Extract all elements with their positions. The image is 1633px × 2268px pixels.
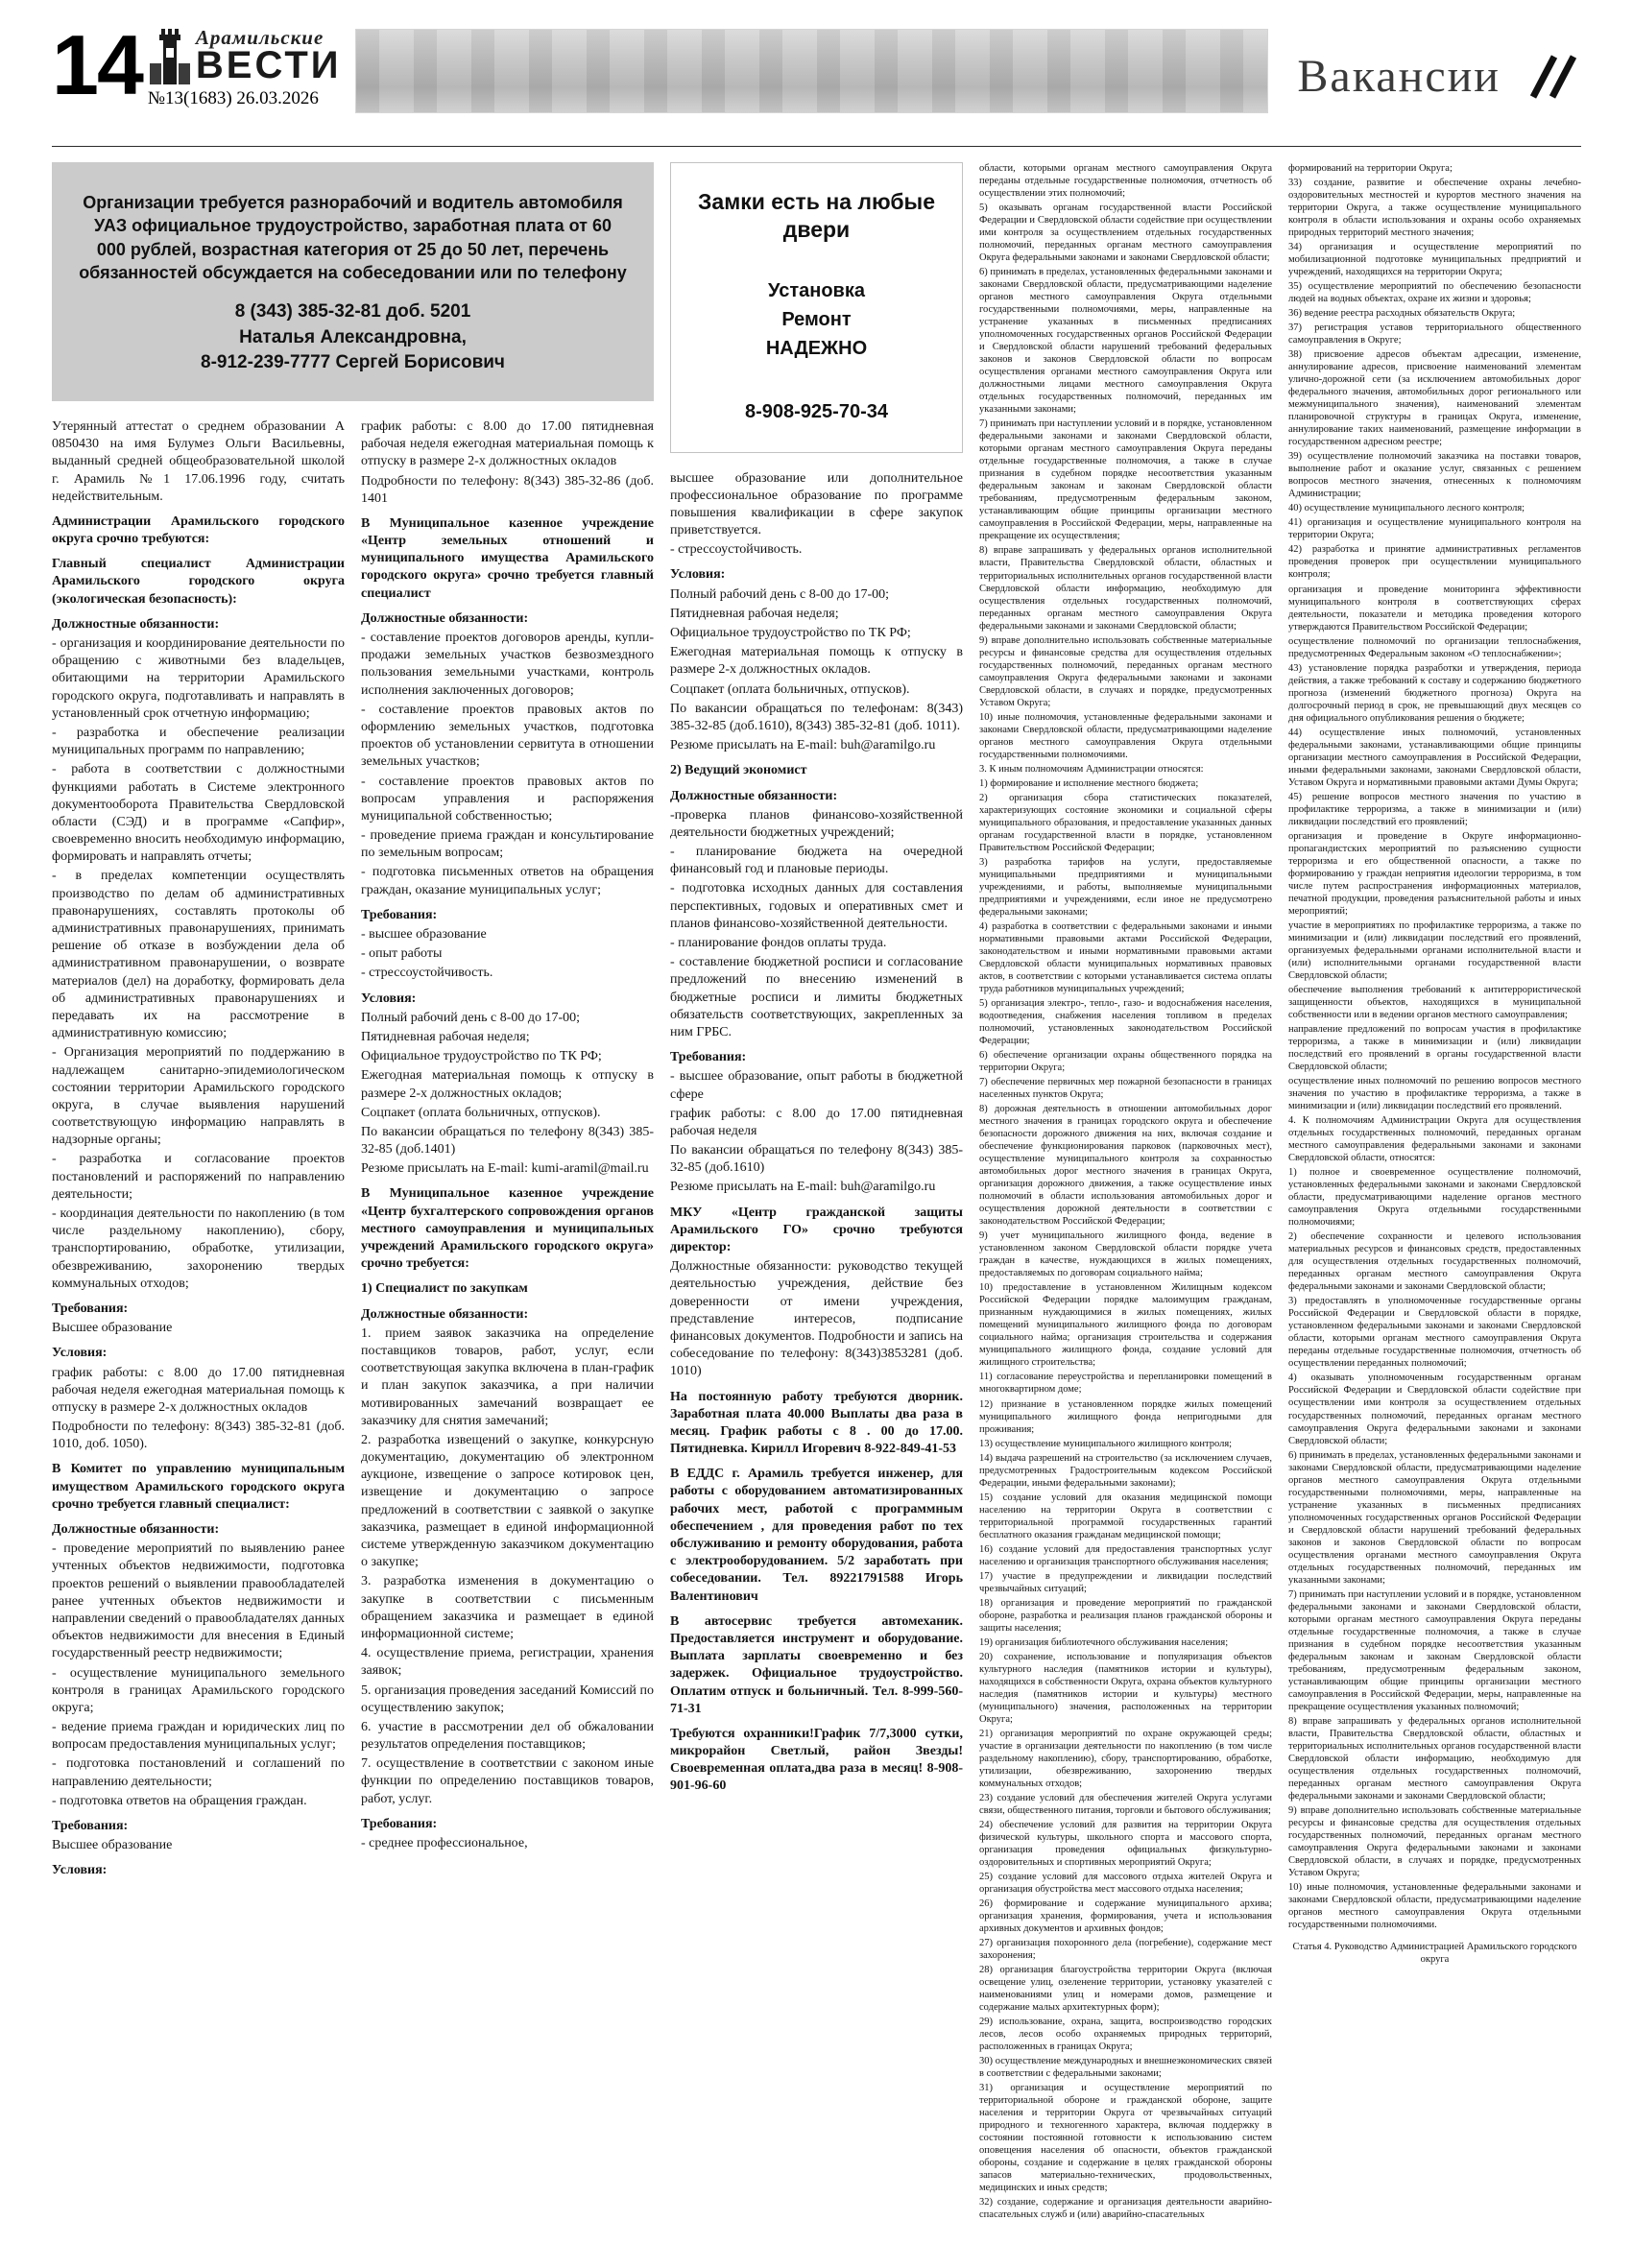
- left-column-pair: [52, 162, 654, 2239]
- paragraph: По вакансии обращаться по телефону 8(343) 385-32-85 (доб.1401): [361, 1124, 654, 1158]
- paragraph: Требования:: [361, 907, 438, 922]
- masthead-logo: [148, 25, 342, 109]
- paragraph: Высшее образование: [52, 1838, 173, 1853]
- paragraph: - организация и координирование деятельности по обращению с животными без владельцев, обитающими на территории Арамильского городского округа, подготавливать и направлять в установленный срок отчетную информацию;: [52, 636, 345, 721]
- paragraph: Резюме присылать на E-mail: buh@aramilgo.ru: [670, 738, 936, 753]
- paragraph: - разработка и обеспечение реализации муниципальных программ по направлению;: [52, 725, 345, 758]
- paragraph: 5. организация проведения заседаний Комиссий по осуществлению закупок;: [361, 1683, 654, 1715]
- paragraph: Высшее образование: [52, 1321, 173, 1336]
- paragraph: Администрации Арамильского городского округа срочно требуются:: [52, 513, 345, 547]
- paragraph: Условия:: [670, 567, 726, 583]
- paragraph: 35) осуществление мероприятий по обеспечению безопасности людей на водных объектах, охране их жизни и здоровья;: [1288, 281, 1581, 305]
- paragraph: 9) вправе дополнительно использовать собственные материальные ресурсы и финансовые средства для осуществления отдельных государственных полномочий, переданных органам местного самоуправления Округа федеральными законами и законами Свердловской области, в случаях и порядке, предусмотренных Уставом Округа;: [979, 634, 1272, 708]
- masthead: [52, 17, 1581, 140]
- paragraph: 12) признание в установленном порядке жилых помещений муниципального жилищного фонда непригодными для проживания;: [979, 1398, 1272, 1435]
- paragraph: Пятидневная рабочая неделя;: [361, 1029, 530, 1044]
- paragraph: 10) иные полномочия, установленные федеральными законами и законами Свердловской области, предусматривающими наделение органов местного самоуправления Округа отдельными государственными полномочиями.: [979, 711, 1272, 760]
- paragraph: - высшее образование: [361, 927, 487, 943]
- paragraph: области, которыми органам местного самоуправления Округа переданы отдельные государственные полномочия, отчетность об осуществлении этих полномочий;: [979, 163, 1272, 200]
- paragraph: 34) организация и осуществление мероприятий по мобилизационной подготовке муниципальных предприятий и учреждений, находящихся на территории Округа;: [1288, 242, 1581, 278]
- workers-ad-contacts: [79, 299, 627, 376]
- paragraph: 6) принимать в пределах, установленных федеральными законами и законами Свердловской области, предусматривающими наделение органов местного самоуправления Округа отдельными государственными полномочиями, меры, направленные на устранение указанных в письменных предписаниях уполномоченных государственных органов Российской Федерации и Свердловской области нарушений требований федеральных законов и законов Свердловской области по вопросам осуществления органами местного самоуправления Округа отдельных государственных полномочий, переданных им указанными законами;: [1288, 1449, 1581, 1586]
- paragraph: 26) формирование и содержание муниципального архива; организация хранения, формирования, учета и использования архивных документов и архивных фондов;: [979, 1898, 1272, 1935]
- paragraph: 7) принимать при наступлении условий и в порядке, установленном федеральными законами и законами Свердловской области, которыми органам местного самоуправления Округа переданы отдельные государственные полномочия, а также в случае признания в судебном порядке несоответствия указанным федеральным законам и законам Свердловской области требованиям, предусмотренным федеральным законом, устанавливающим общие принципы организации местного самоуправления в Российской Федерации, меры, направленные на прекращение осуществления указанных полномочий;: [1288, 1588, 1581, 1712]
- paragraph: Условия:: [52, 1346, 108, 1361]
- paragraph: Условия:: [52, 1863, 108, 1878]
- paragraph: 11) согласование переустройства и перепланировки помещений в многоквартирном доме;: [979, 1372, 1272, 1396]
- paragraph: 21) организация мероприятий по охране окружающей среды; участие в организации деятельности по накоплению (в том числе раздельному накоплению), сбору, транспортированию, обработке, утилизации, обезвреживанию, захоронению твердых коммунальных отходов;: [979, 1728, 1272, 1789]
- paragraph: В Муниципальное казенное учреждение «Центр бухгалтерского сопровождения органов местного самоуправления и муниципальных учреждений Арамильского городского округа» срочно требуется:: [361, 1186, 654, 1272]
- paragraph: 7) обеспечение первичных мер пожарной безопасности в границах населенных пунктов Округа;: [979, 1077, 1272, 1101]
- paragraph: 45) решение вопросов местного значения по участию в профилактике терроризма, а также в минимизации и (или) ликвидации последствий его проявлений;: [1288, 791, 1581, 827]
- paragraph: Подробности по телефону: 8(343) 385-32-81 (доб. 1010, доб. 1050).: [52, 1420, 345, 1452]
- paragraph: Требуются охранники!График 7/7,3000 сутки, микрорайон Светлый, район Звезды!Своевременная оплата,два раза в месяц! 8-908-901-96-60: [670, 1726, 963, 1794]
- paragraph: - стрессоустойчивость.: [670, 542, 803, 558]
- paragraph: - среднее профессиональное,: [361, 1836, 528, 1851]
- paragraph: 1. прием заявок заказчика на определение поставщиков товаров, работ, услуг, если соответствующая закупка включена в план-график и план закупок заказчика, а при наличии мотивированных замечаний возвращает ее заказчику для снятия замечаний;: [361, 1325, 654, 1428]
- paragraph: 7. осуществление в соответствии с законом иные функции по определению поставщиков товаров, работ, услуг.: [361, 1756, 654, 1806]
- paragraph: направление предложений по вопросам участия в профилактике терроризма, а также в минимизации и (или) ликвидации последствий его проявлений в органы государственной власти Свердловской области;: [1288, 1024, 1581, 1073]
- paragraph: 5) организация электро-, тепло-, газо- и водоснабжения населения, водоотведения, снабжения населения топливом в пределах полномочий, установленных законодательством Российской Федерации;: [979, 998, 1272, 1047]
- paragraph: - планирование бюджета на очередной финансовый год и плановые периоды.: [670, 845, 963, 877]
- paragraph: обеспечение выполнения требований к антитеррористической защищенности объектов, находящихся в муниципальной собственности или в ведении органов местного самоуправления;: [1288, 984, 1581, 1021]
- paragraph: - подготовка письменных ответов на обращения граждан, оказание муниципальных услуг;: [361, 865, 654, 897]
- paragraph: 44) осуществление иных полномочий, установленных федеральными законами, устанавливающими общие принципы организации местного самоуправления в Российской Федерации, иными федеральными законами, законами Свердловской области, Уставом Округа и нормативными правовыми актами Думы Округа;: [1288, 727, 1581, 788]
- paragraph: 4. К полномочиям Администрации Округа для осуществления отдельных государственных полномочий, переданных органам местного самоуправления федеральными законами и законами Свердловской области, относятся:: [1288, 1115, 1581, 1164]
- workers-ad-contact-phone: 8-912-239-7777 Сергей Борисович: [201, 352, 505, 373]
- paragraph: 23) создание условий для обеспечения жителей Округа услугами связи, общественного питания, торговли и бытового обслуживания;: [979, 1792, 1272, 1816]
- paragraph: Полный рабочий день с 8-00 до 17-00;: [361, 1010, 581, 1025]
- paragraph: 8) вправе запрашивать у федеральных органов исполнительной власти, Правительства Свердловской области, областных и территориальных исполнительных органов государственной власти Свердловской области информацию, необходимую для осуществления отдельных государственных полномочий, переданных органам местного самоуправления Округа федеральными законами и законами Свердловской области;: [979, 545, 1272, 632]
- paragraph: 41) организация и осуществление муниципального контроля на территории Округа;: [1288, 517, 1581, 541]
- paragraph: Должностные обязанности:: [361, 1306, 529, 1322]
- paragraph: 42) разработка и принятие административных регламентов проведения проверок при осуществлении муниципального контроля;: [1288, 544, 1581, 581]
- text-column-2: [361, 418, 654, 2239]
- paragraph: 29) использование, охрана, защита, воспроизводство городских лесов, лесов особо охраняемых природных территорий, расположенных в границах Округа;: [979, 2017, 1272, 2053]
- paragraph: участие в мероприятиях по профилактике терроризма, а также по минимизации и (или) ликвидации последствий его проявлений, организуемых федеральными органами исполнительной власти и (или) исполнительными органами государственной власти Свердловской области;: [1288, 919, 1581, 981]
- paragraph: 2) организация сбора статистических показателей, характеризующих состояние экономики и социальной сферы муниципального образования, и предоставление указанных данных органам государственной власти в порядке, установленном Правительством Российской Федерации;: [979, 792, 1272, 853]
- paragraph: На постоянную работу требуются дворник. Заработная плата 40.000 Выплаты два раза в месяц. График работы с 8 . 00 до 17.00. Пятидневка. Кирилл Игоревич 8-922-849-41-53: [670, 1389, 963, 1457]
- paragraph: В Комитет по управлению муниципальным имуществом Арамильского городского округа срочно требуется главный специалист:: [52, 1462, 345, 1512]
- paragraph: - подготовка ответов на обращения граждан.: [52, 1793, 307, 1808]
- paragraph: 8) вправе запрашивать у федеральных органов исполнительной власти, Правительства Свердловской области, областных и территориальных исполнительных органов государственной власти Свердловской области информацию, необходимую для осуществления отдельных государственных полномочий, переданных органам местного самоуправления Округа федеральными законами и законами Свердловской области;: [1288, 1715, 1581, 1802]
- paragraph: 10) предоставление в установленном Жилищным кодексом Российской Федерации порядке малоимущим гражданам, признанным нуждающимися в жилых помещениях, жилых помещений муниципального жилищного фонда по договорам социального найма; организация строительства и содержания муниципального жилищного фонда, создание условий для жилищного строительства;: [979, 1282, 1272, 1369]
- paragraph: 6. участие в рассмотрении дел об обжаловании результатов определения поставщиков;: [361, 1719, 654, 1753]
- tower-building-icon: [148, 25, 192, 84]
- paragraph: 8) дорожная деятельность в отношении автомобильных дорог местного значения в границах городского округа и обеспечение безопасности дорожного движения на них, включая создание и обеспечение функционирования парковок (парковочных мест), осуществление муниципального контроля за сохранностью автомобильных дорог местного значения в границах Округа, организация дорожного движения, а также осуществление иных полномочий в области использования автомобильных дорог и осуществления дорожной деятельности в соответствии с законодательством Российской Федерации;: [979, 1104, 1272, 1228]
- paragraph: Соцпакет (оплата больничных, отпусков).: [670, 681, 910, 697]
- paragraph: 32) создание, содержание и организация деятельности аварийно-спасательных служб и (или) аварийно-спасательных: [979, 2197, 1272, 2221]
- column-3-wrap: [670, 162, 963, 2239]
- paragraph: 27) организация похоронного дела (погребение), содержание мест захоронения;: [979, 1938, 1272, 1962]
- paragraph: В автосервис требуется автомеханик. Предоставляется инструмент и оборудование. Выплата зарплаты своевременно и без задержек. Официальное трудоустройство. Оплатим отпуск и больничный. Тел. 8-999-560-71-31: [670, 1613, 963, 1716]
- paragraph: - ведение приема граждан и юридических лиц по вопросам предоставления муниципальных услуг;: [52, 1720, 345, 1753]
- paragraph: - проведение приема граждан и консультирование по земельным вопросам;: [361, 828, 654, 861]
- paragraph: 17) участие в предупреждении и ликвидации последствий чрезвычайных ситуаций;: [979, 1570, 1272, 1594]
- paragraph: 9) вправе дополнительно использовать собственные материальные ресурсы и финансовые средства для осуществления отдельных государственных полномочий, переданных органам местного самоуправления Округа федеральными законами и законами Свердловской области, в случаях и порядке, предусмотренных Уставом Округа;: [1288, 1804, 1581, 1879]
- text-column-1: [52, 418, 345, 2239]
- paragraph: - координация деятельности по накоплению (в том числе раздельному накоплению), сбору, транспортированию, обработке, утилизации, обезвреживанию, захоронению твердых коммунальных отходов;: [52, 1206, 345, 1291]
- paragraph: - составление проектов договоров аренды, купли-продажи земельных участков безвозмездного пользования земельными участками, контроль исполнения заключенных договоров;: [361, 631, 654, 698]
- paragraph: 20) сохранение, использование и популяризация объектов культурного наследия (памятников истории и культуры), находящихся в собственности Округа, охрана объектов культурного наследия (памятников истории и культуры) местного (муниципального) значения, расположенных на территории Округа;: [979, 1651, 1272, 1725]
- paragraph: 38) присвоение адресов объектам адресации, изменение, аннулирование адресов, присвоение наименований элементам улично-дорожной сети (за исключением автомобильных дорог федерального значения, автомобильных дорог регионального или межмуниципального значения), наименований элементам планировочной структуры в границах Округа, изменение, аннулирование таких наименований, размещение информации в государственном адресном реестре;: [1288, 349, 1581, 448]
- paragraph: 24) обеспечение условий для развития на территории Округа физической культуры, школьного спорта и массового спорта, организация проведения официальных физкультурно-оздоровительных и спортивных мероприятий Округа;: [979, 1820, 1272, 1869]
- paragraph: - стрессоустойчивость.: [361, 966, 493, 981]
- paragraph: 6) принимать в пределах, установленных федеральными законами и законами Свердловской области, предусматривающими наделение органов местного самоуправления Округа отдельными государственными полномочиями, меры, направленные на устранение указанных в письменных предписаниях уполномоченных государственных органов Российской Федерации и Свердловской области нарушений требований федеральных законов и законов Свердловской области по вопросам осуществления органами местного самоуправления Округа или должностными лицами местного самоуправления Округа отдельных государственных полномочий, переданных им указанными законами;: [979, 267, 1272, 416]
- paragraph: Должностные обязанности:: [670, 788, 838, 803]
- paragraph: 43) установление порядка разработки и утверждения, периода действия, а также требований к составу и содержанию бюджетного прогноза (изменений бюджетного прогноза) Округа на долгосрочный период в срок, не превышающий двух месяцев со дня официального опубликования решения о бюджете;: [1288, 662, 1581, 724]
- page-content: [52, 162, 1581, 2239]
- logo-word-top: Арамильские: [195, 26, 324, 49]
- paragraph: МКУ «Центр гражданской защиты Арамильского ГО» срочно требуются директор:: [670, 1205, 963, 1254]
- locks-ad-line1: Установка: [768, 279, 865, 301]
- paragraph: 10) иные полномочия, установленные федеральными законами и законами Свердловской области, предусматривающими наделение органов местного самоуправления Округа отдельными государственными полномочиями.: [1288, 1882, 1581, 1931]
- paragraph: 6) обеспечение организации охраны общественного порядка на территории Округа;: [979, 1050, 1272, 1074]
- masthead-divider: [52, 146, 1581, 147]
- paragraph: 16) создание условий для предоставления транспортных услуг населению и организация транспортного обслуживания населения;: [979, 1543, 1272, 1567]
- paragraph: 33) создание, развитие и обеспечение охраны лечебно-оздоровительных местностей и курортов местного значения на территории Округа, а также осуществление муниципального контроля в области использования и охраны особо охраняемых природных территорий местного значения;: [1288, 178, 1581, 239]
- paragraph: Резюме присылать на E-mail: kumi-aramil@mail.ru: [361, 1161, 649, 1177]
- paragraph: 3) разработка тарифов на услуги, предоставляемые муниципальными предприятиями и муниципальными учреждениями, и работы, выполняемые муниципальными предприятиями и учреждениями, если иное не предусмотрено федеральными законами;: [979, 856, 1272, 918]
- paragraph: - составление проектов правовых актов по вопросам управления и распоряжения муниципальной собственностью;: [361, 774, 654, 824]
- paragraph: Ежегодная материальная помощь к отпуску в размере 2-х должностных окладов;: [361, 1068, 654, 1101]
- paragraph: Условия:: [361, 991, 417, 1006]
- paragraph: Пятидневная рабочая неделя;: [670, 606, 839, 621]
- paragraph: Резюме присылать на E-mail: buh@aramilgo.ru: [670, 1180, 936, 1195]
- paragraph: 9) учет муниципального жилищного фонда, ведение в установленном законом Свердловской области порядке учета граждан в качестве, нуждающихся в жилых помещениях, предоставляемых по договорам социального найма;: [979, 1230, 1272, 1279]
- workers-ad-body: Организации требуется разнорабочий и водитель автомобиля УАЗ официальное трудоустройство, заработная плата от 60 000 рублей, возрастная категория от 25 до 50 лет, перечень обязанностей обсуждается на собеседовании или по телефону: [79, 193, 627, 282]
- paragraph: - опыт работы: [361, 946, 443, 962]
- paragraph: Статья 4. Руководство Администрацией Арамильского городского округа: [1292, 1942, 1577, 1966]
- paragraph: Подробности по телефону: 8(343) 385-32-86 (доб. 1401: [361, 473, 654, 506]
- paragraph: - разработка и согласование проектов постановлений и распоряжений по направлению деятельности;: [52, 1152, 345, 1202]
- paragraph: 13) осуществление муниципального жилищного контроля;: [979, 1438, 1233, 1449]
- paragraph: Должностные обязанности:: [52, 616, 220, 632]
- paragraph: - подготовка постановлений и соглашений по направлению деятельности;: [52, 1756, 345, 1789]
- paragraph: Полный рабочий день с 8-00 до 17-00;: [670, 586, 890, 602]
- paragraph: 1) Специалист по закупкам: [361, 1281, 528, 1297]
- paragraph: Утерянный аттестат о среднем образовании А 0850430 на имя Булумез Ольги Васильевны, выданный средней общеобразовательной школой г. Арамиль №1 17.06.1996 году, считать недействительным.: [52, 418, 345, 504]
- issue-date-line: №13(1683) 26.03.2026: [147, 88, 319, 108]
- paragraph: 18) организация и проведение мероприятий по гражданской обороне, разработка и реализация планов гражданской обороны и защиты населения;: [979, 1597, 1272, 1634]
- section-title-wrap: [1297, 50, 1581, 103]
- header-photo: [355, 29, 1269, 113]
- paragraph: Должностные обязанности: руководство текущей деятельностью учреждения, действие без доверенности от имени учреждения, представление интересов, подписание финансовых документов. Подробности и запись на собеседование по телефону: 8(343)3853281 (доб. 1010): [670, 1259, 963, 1379]
- paragraph: 39) осуществление полномочий заказчика на поставки товаров, выполнение работ и оказание услуг, связанных с решением вопросов местного значения, отнесенных к полномочиям Администрации;: [1288, 451, 1581, 500]
- paragraph: Должностные обязанности:: [361, 610, 529, 626]
- page-number: 14: [52, 17, 142, 112]
- workers-ad-contact-name: Наталья Александровна,: [239, 326, 467, 347]
- paragraph: Требования:: [52, 1819, 129, 1834]
- locks-ad: [670, 162, 963, 453]
- paragraph: 4) оказывать уполномоченным государственным органам Российской Федерации и Свердловской области содействие при осуществлении ими контроля за осуществлением отдельных государственных полномочий, переданных органам местного самоуправления Округа федеральными законами и законами Свердловской области;: [1288, 1373, 1581, 1446]
- text-column-3: [670, 470, 963, 1796]
- paragraph: Главный специалист Администрации Арамильского городского округа (экологическая безопасность):: [52, 557, 345, 607]
- paragraph: 25) создание условий для массового отдыха жителей Округа и организация обустройства мест массового отдыха населения;: [979, 1872, 1272, 1896]
- paragraph: Требования:: [361, 1816, 438, 1831]
- paragraph: 5) оказывать органам государственной власти Российской Федерации и Свердловской области содействие при осуществлении ими контроля за осуществлением отдельных государственных полномочий, переданных органам местного самоуправления Округа федеральными законами и законами Свердловской области;: [979, 203, 1272, 264]
- paragraph: В Муниципальное казенное учреждение «Центр земельных отношений и муниципального имущества Арамильского городского округа» срочно требуется главный специалист: [361, 515, 654, 601]
- paragraph: - в пределах компетенции осуществлять производство по делам об административных правонарушениях, составлять протоколы об административных правонарушениях, принимать решение об отказе в возбуждении дела об административном правонарушении, о возврате материалов (дел) на доработку, формировать дела об административных правонарушениях и передавать их на рассмотрение в административную комиссию;: [52, 869, 345, 1041]
- paragraph: 28) организация благоустройства территории Округа (включая освещение улиц, озеленение территории, установку указателей с наименованиями улиц и номерами домов, размещение и содержание малых архитектурных форм);: [979, 1965, 1272, 2014]
- paragraph: 15) создание условий для оказания медицинской помощи населению на территории Округа в соответствии с территориальной программой государственных гарантий бесплатного оказания гражданам медицинской помощи;: [979, 1492, 1272, 1540]
- paragraph: По вакансии обращаться по телефонам: 8(343) 385-32-85 (доб.1610), 8(343) 385-32-81 (доб. 1011).: [670, 701, 963, 733]
- paragraph: - осуществление муниципального земельного контроля в границах Арамильского городского округа;: [52, 1665, 345, 1715]
- paragraph: По вакансии обращаться по телефону 8(343) 385-32-85 (доб.1610): [670, 1143, 963, 1176]
- paragraph: формирований на территории Округа;: [1288, 163, 1453, 174]
- paragraph: 31) организация и осуществление мероприятий по территориальной обороне и гражданской обороне, защите населения и территории Округа от чрезвычайных ситуаций природного и техногенного характера, включая поддержку в состоянии постоянной готовности к использованию систем оповещения населения об опасности, объектов гражданской обороны, создание и содержание в целях гражданской обороны запасов материально-технических, продовольственных, медицинских и иных средств;: [979, 2083, 1272, 2194]
- paragraph: осуществление иных полномочий по решению вопросов местного значения по участию в профилактике терроризма, а также в минимизации и (или) ликвидации последствий его проявлений.: [1288, 1076, 1581, 1112]
- paragraph: график работы: с 8.00 до 17.00 пятидневная рабочая неделя: [670, 1106, 963, 1138]
- locks-ad-line3: НАДЕЖНО: [765, 337, 868, 359]
- paragraph: организация и проведение в Округе информационно-пропагандистских мероприятий по разъяснению сущности терроризма и его общественной опасности, а также по формированию у граждан неприятия идеологии терроризма, в том числе путем распространения информационных материалов, печатной продукции, проведения разъяснительной работы и иных мероприятий;: [1288, 830, 1581, 917]
- paragraph: Соцпакет (оплата больничных, отпусков).: [361, 1105, 601, 1120]
- paragraph: -проверка планов финансово-хозяйственной деятельности бюджетных учреждений;: [670, 807, 963, 840]
- paragraph: Требования:: [52, 1301, 129, 1316]
- paragraph: Требования:: [670, 1050, 747, 1065]
- paragraph: 2) Ведущий экономист: [670, 763, 807, 778]
- paragraph: 36) ведение реестра расходных обязательств Округа;: [1288, 308, 1516, 320]
- paragraph: график работы: с 8.00 до 17.00 пятидневная рабочая неделя ежегодная материальная помощь к отпуску в размере 2-х должностных окладов: [52, 1365, 345, 1415]
- logo-word-bottom: ВЕСТИ: [195, 44, 342, 86]
- paragraph: 19) организация библиотечного обслуживания населения;: [979, 1636, 1229, 1648]
- paragraph: В ЕДДС г. Арамиль требуется инженер, для работы с оборудованием автоматизированных рабочих мест, работой с программным обеспечением , для проведения работ по тех обслуживанию и ремонту оборудования, работа с электрооборудованием. 5/2 заработать при собеседовании. Тел. 89221791588 Игорь Валентинович: [670, 1467, 963, 1604]
- paragraph: - работа в соответствии с должностными функциями работать в Системе электронного документооборота Правительства Свердловской области (СЭД) и в программе «Сапфир», своевременно вносить необходимую информацию, формировать и направлять отчеты;: [52, 762, 345, 865]
- paragraph: 40) осуществление муниципального лесного контроля;: [1288, 503, 1525, 514]
- paragraph: - подготовка исходных данных для составления перспективных, годовых и оперативных смет и планов финансово-хозяйственной деятельности.: [670, 881, 963, 931]
- paragraph: 2. разработка извещений о закупке, конкурсную документацию, документацию об электронном аукционе, извещение о запросе котировок цен, извещение и документацию о запросе предложений в соответствии с заявкой о закупке заказчика, размещает в единой информационной системе утвержденную заказчиком документацию о закупке;: [361, 1432, 654, 1570]
- paragraph: высшее образование или дополнительное профессиональное образование по программе повышения квалификации в сфере закупок приветствуется.: [670, 470, 963, 538]
- paragraph: 4. осуществление приема, регистрации, хранения заявок;: [361, 1646, 654, 1679]
- locks-ad-line2: Ремонт: [781, 308, 852, 330]
- paragraph: - проведение мероприятий по выявлению ранее учтенных объектов недвижимости, подготовка проектов решений о выявлении правообладателей ранее учтенных объектов недвижимости и направлении сведений о правообладателях данных объектов недвижимости для внесения в Единый государственный реестр недвижимости;: [52, 1541, 345, 1661]
- paragraph: Официальное трудоустройство по ТК РФ;: [361, 1049, 602, 1064]
- paragraph: 3) предоставлять в уполномоченные государственные органы Российской Федерации и Свердловской области в порядке, установленном федеральными законами и законами Свердловской области, которыми органам местного самоуправления Округа переданы отдельные государственные полномочия, отчетность об осуществлении переданных полномочий;: [1288, 1296, 1581, 1370]
- paragraph: Ежегодная материальная помощь к отпуску в размере 2-х должностных окладов.: [670, 645, 963, 678]
- paragraph: 2) обеспечение сохранности и целевого использования материальных ресурсов и финансовых средств, предоставленных для осуществления отдельных государственных полномочий, переданных органам местного самоуправления Округа федеральными законами и законами Свердловской области;: [1288, 1231, 1581, 1293]
- paragraph: 1) формирование и исполнение местного бюджета;: [979, 777, 1199, 789]
- paragraph: Должностные обязанности:: [52, 1522, 220, 1538]
- section-title: Вакансии: [1297, 51, 1501, 102]
- paragraph: 7) принимать при наступлении условий и в порядке, установленном федеральными законами и законами Свердловской области, которыми органам местного самоуправления Округа переданы отдельные государственные полномочия, а также в случае признания в судебном порядке несоответствия указанным федеральным законам и законам Свердловской области требованиям, предусмотренным федеральным законом, устанавливающим общие принципы организации местного самоуправления в Российской Федерации, меры, направленные на прекращение их осуществления;: [979, 418, 1272, 542]
- paragraph: Официальное трудоустройство по ТК РФ;: [670, 626, 911, 640]
- paragraph: 30) осуществление международных и внешнеэкономических связей в соответствии с федеральными законами;: [979, 2056, 1272, 2080]
- paragraph: 14) выдача разрешений на строительство (за исключением случаев, предусмотренных Градостроительным кодексом Российской Федерации, иными федеральными законами);: [979, 1452, 1272, 1489]
- paragraph: - Организация мероприятий по поддержанию в надлежащем санитарно-эпидемиологическом состоянии территории Арамильского городского округа, в случае выявления нарушений соответствующую информацию направлять в надзорные органы;: [52, 1045, 345, 1148]
- paragraph: 4) разработка в соответствии с федеральными законами и иными нормативными правовыми актами Российской Федерации, законодательством и иными нормативными правовыми актами Свердловской области муниципальных нормативных правовых актов, в соответствии с которыми устанавливается система оплаты труда работников муниципальных учреждений;: [979, 920, 1272, 994]
- paragraph: 37) регистрация уставов территориального общественного самоуправления в Округе;: [1288, 322, 1581, 346]
- paragraph: 3. К иным полномочиям Администрации относятся:: [979, 763, 1204, 775]
- paragraph: - составление проектов правовых актов по оформлению земельных участков, подготовка проектов об установлении сервитута в отношении земельных участков;: [361, 702, 654, 770]
- workers-ad: [52, 162, 654, 401]
- text-column-5: [1288, 162, 1581, 2239]
- paragraph: - составление бюджетной росписи и согласование предложений по внесению изменений в бюджетные росписи и лимиты бюджетных обязательств соответствующих, закрепленных за ним ГРБС.: [670, 955, 963, 1039]
- paragraph: график работы: с 8.00 до 17.00 пятидневная рабочая неделя ежегодная материальная помощь к отпуску в размере 2-х должностных окладов: [361, 418, 654, 469]
- paragraph: - высшее образование, опыт работы в бюджетной сфере: [670, 1069, 963, 1102]
- locks-ad-phone: 8-908-925-70-34: [745, 400, 888, 422]
- text-column-4: [979, 162, 1272, 2239]
- locks-ad-title: Замки есть на любые двери: [698, 189, 935, 242]
- double-slash-icon: [1525, 55, 1581, 99]
- paragraph: - планирование фондов оплаты труда.: [670, 936, 887, 950]
- paragraph: организация и проведение мониторинга эффективности муниципального контроля в соответствующих сферах деятельности, показатели и методика проведения которого утверждаются Правительством Российской Федерации;: [1288, 584, 1581, 633]
- paragraph: 1) полное и своевременное осуществление полномочий, установленных федеральными законами и законами Свердловской области, предусматривающими наделение органов местного самоуправления Округа отдельными государственными полномочиями;: [1288, 1167, 1581, 1229]
- workers-ad-phone: 8 (343) 385-32-81 доб. 5201: [234, 301, 471, 322]
- paragraph: 3. разработка изменения в документацию о закупке в соответствии с письменным обращением заказчика и размещает в единой информационной системе;: [361, 1574, 654, 1641]
- paragraph: осуществление полномочий по организации теплоснабжения, предусмотренных Федеральным законом «О теплоснабжении»;: [1288, 635, 1581, 659]
